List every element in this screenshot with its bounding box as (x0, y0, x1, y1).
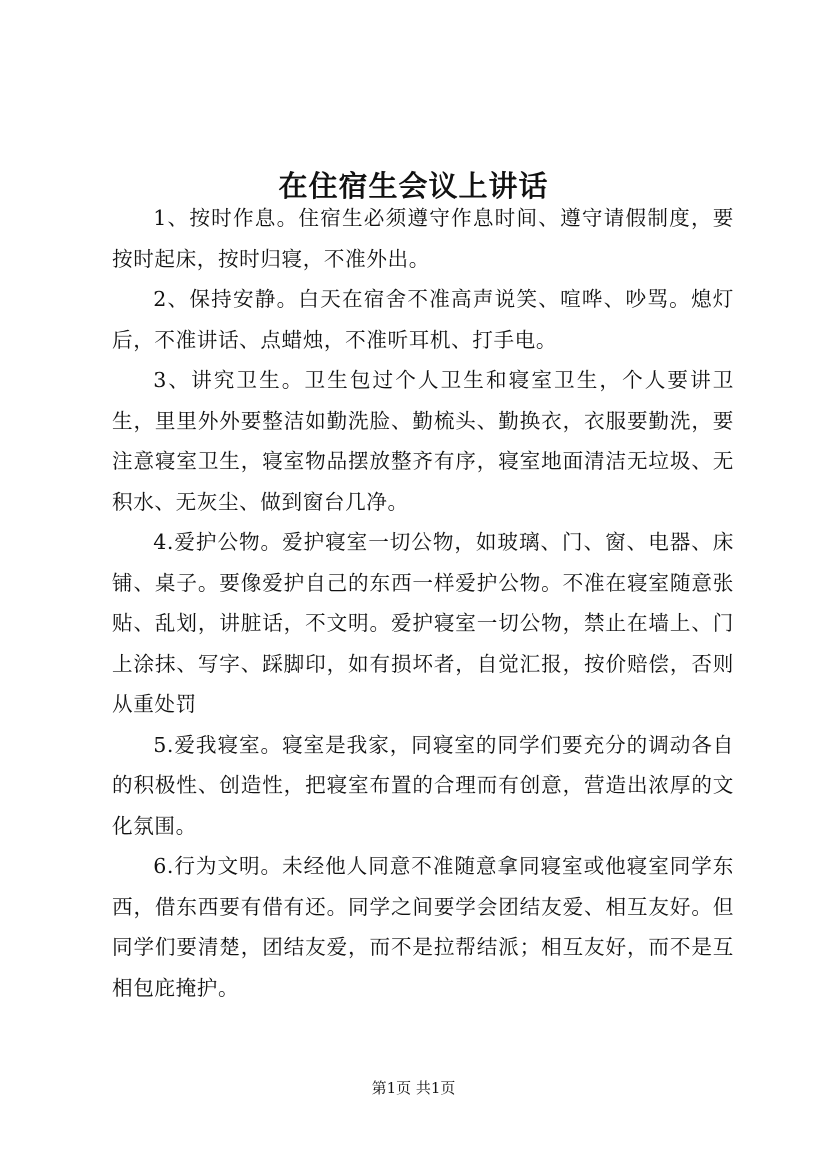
paragraph-3: 3、讲究卫生。卫生包过个人卫生和寝室卫生，个人要讲卫生，里里外外要整洁如勤洗脸、勤梳头、勤换衣，衣服要勤洗，要注意寝室卫生，寝室物品摆放整齐有序，寝室地面清洁无垃圾、无积水、无灰尘、做到窗台几净。 (112, 368, 734, 514)
page-footer: 第1页 共1页 (371, 1079, 456, 1097)
paragraph-2: 2、保持安静。白天在宿舍不准高声说笑、喧哗、吵骂。熄灯后，不准讲话、点蜡烛，不准听耳机、打手电。 (112, 287, 734, 352)
document-body (112, 198, 734, 1008)
paragraph-5: 5.爱我寝室。寝室是我家，同寝室的同学们要充分的调动各自的积极性、创造性，把寝室布置的合理而有创意，营造出浓厚的文化氛围。 (112, 732, 734, 838)
paragraph-1: 1、按时作息。住宿生必须遵守作息时间、遵守请假制度，要按时起床，按时归寝，不准外出。 (112, 206, 734, 271)
document-title: 在住宿生会议上讲话 (278, 169, 549, 204)
paragraph-6: 6.行为文明。未经他人同意不准随意拿同寝室或他寝室同学东西，借东西要有借有还。同学之间要学会团结友爱、相互友好。但同学们要清楚，团结友爱，而不是拉帮结派；相互友好，而不是互相包庇掩护。 (112, 854, 734, 1000)
paragraph-4: 4.爱护公物。爱护寝室一切公物，如玻璃、门、窗、电器、床铺、桌子。要像爱护自己的东西一样爱护公物。不准在寝室随意张贴、乱划，讲脏话，不文明。爱护寝室一切公物，禁止在墙上、门上涂抹、写字、踩脚印，如有损坏者，自觉汇报，按价赔偿，否则从重处罚 (112, 530, 734, 716)
